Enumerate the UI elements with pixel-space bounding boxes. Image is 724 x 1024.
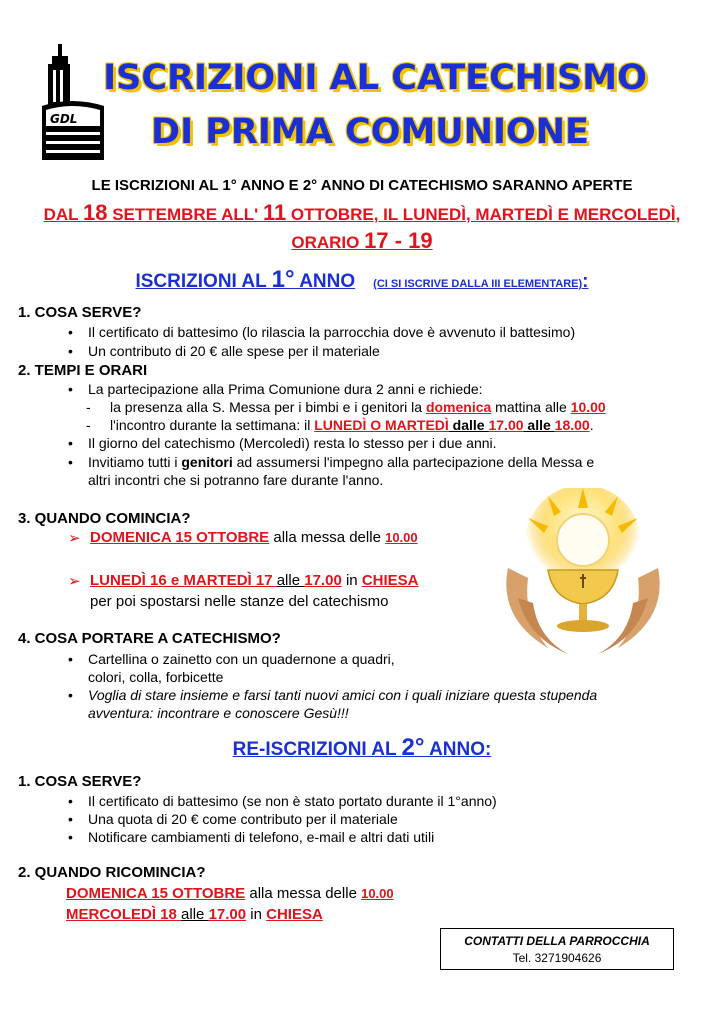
s1-bullet3: • La partecipazione alla Prima Comunione dura 2 anni e richiede: [68,381,483,397]
s2-bullet1: • Il certificato di battesimo (se non è stato portato durante il 1°anno) [68,793,497,809]
s1-bullet6: • Cartellina o zainetto con un quadernone a quadri, [68,651,395,667]
s1-bullet5: • Invitiamo tutti i genitori ad assumersi l'impegno alla partecipazione della Messa e [68,454,595,470]
contact-title: CONTATTI DELLA PARROCCHIA [464,934,650,948]
s1-bullet6-cont: colori, colla, forbicette [88,669,224,685]
title-line2: DI PRIMA COMUNIONE [151,112,589,152]
s1-arrow2: ➢ LUNEDÌ 16 e MARTEDÌ 17 alle 17.00 in CHIESA [68,572,419,590]
s1-heading-portare: 4. COSA PORTARE A CATECHISMO? [18,630,281,647]
s2-bullet3: • Notificare cambiamenti di telefono, e-mail e altri dati utili [68,829,435,845]
s1-arrow1: ➢ DOMENICA 15 OTTOBRE alla messa delle 10.00 [68,529,418,547]
s1-heading-quando: 3. QUANDO COMINCIA? [18,510,191,527]
s1-bullet7-cont: avventura: incontrare e conoscere Gesù!!! [88,705,349,721]
contact-phone: Tel. 3271904626 [512,951,602,965]
contact-box [440,928,674,970]
s1-bullet5-cont: altri incontri che si potranno fare durante l'anno. [88,472,384,488]
title-line1: ISCRIZIONI AL CATECHISMO [103,58,647,98]
intro-line1: LE ISCRIZIONI AL 1° ANNO E 2° ANNO DI CATECHISMO SARANNO APERTE [91,177,633,194]
s1-dash1: - la presenza alla S. Messa per i bimbi e i genitori la domenica mattina alle 10.00 [86,399,606,415]
intro-line3: ORARIO 17 - 19 [291,228,433,253]
section1-title: ISCRIZIONI AL 1° ANNO (CI SI ISCRIVE DALLA III ELEMENTARE): [135,266,589,293]
s1-heading-cosa-serve: 1. COSA SERVE? [18,304,142,321]
s2-line2: MERCOLEDÌ 18 alle 17.00 in CHIESA [66,906,323,923]
s2-bullet2: • Una quota di 20 € come contributo per il materiale [68,811,398,827]
s2-line1: DOMENICA 15 OTTOBRE alla messa delle 10.00 [66,885,394,902]
s1-heading-tempi: 2. TEMPI E ORARI [18,362,148,379]
s2-heading-ricomincia: 2. QUANDO RICOMINCIA? [18,864,206,881]
chalice-image [488,488,678,658]
s1-bullet2: • Un contributo di 20 € alle spese per il materiale [68,343,380,359]
s1-bullet1: • Il certificato di battesimo (lo rilascia la parrocchia dove è avvenuto il battesimo) [68,324,576,340]
s1-dash2: - l'incontro durante la settimana: il LUNEDÌ O MARTEDÌ dalle 17.00 alle 18.00. [86,417,594,433]
logo-text: GDL [50,112,78,126]
s1-bullet7: • Voglia di stare insieme e farsi tanti nuovi amici con i quali iniziare questa stupenda [68,687,598,703]
s1-arrow2-cont: per poi spostarsi nelle stanze del catechismo [90,593,389,610]
s1-bullet4: • Il giorno del catechismo (Mercoledì) resta lo stesso per i due anni. [68,435,497,451]
intro-line2: DAL 18 SETTEMBRE ALL' 11 OTTOBRE, IL LUNEDÌ, MARTEDÌ E MERCOLEDÌ, [43,200,681,225]
s2-heading-cosa-serve: 1. COSA SERVE? [18,773,142,790]
section2-title: RE-ISCRIZIONI AL 2° ANNO: [232,734,492,761]
